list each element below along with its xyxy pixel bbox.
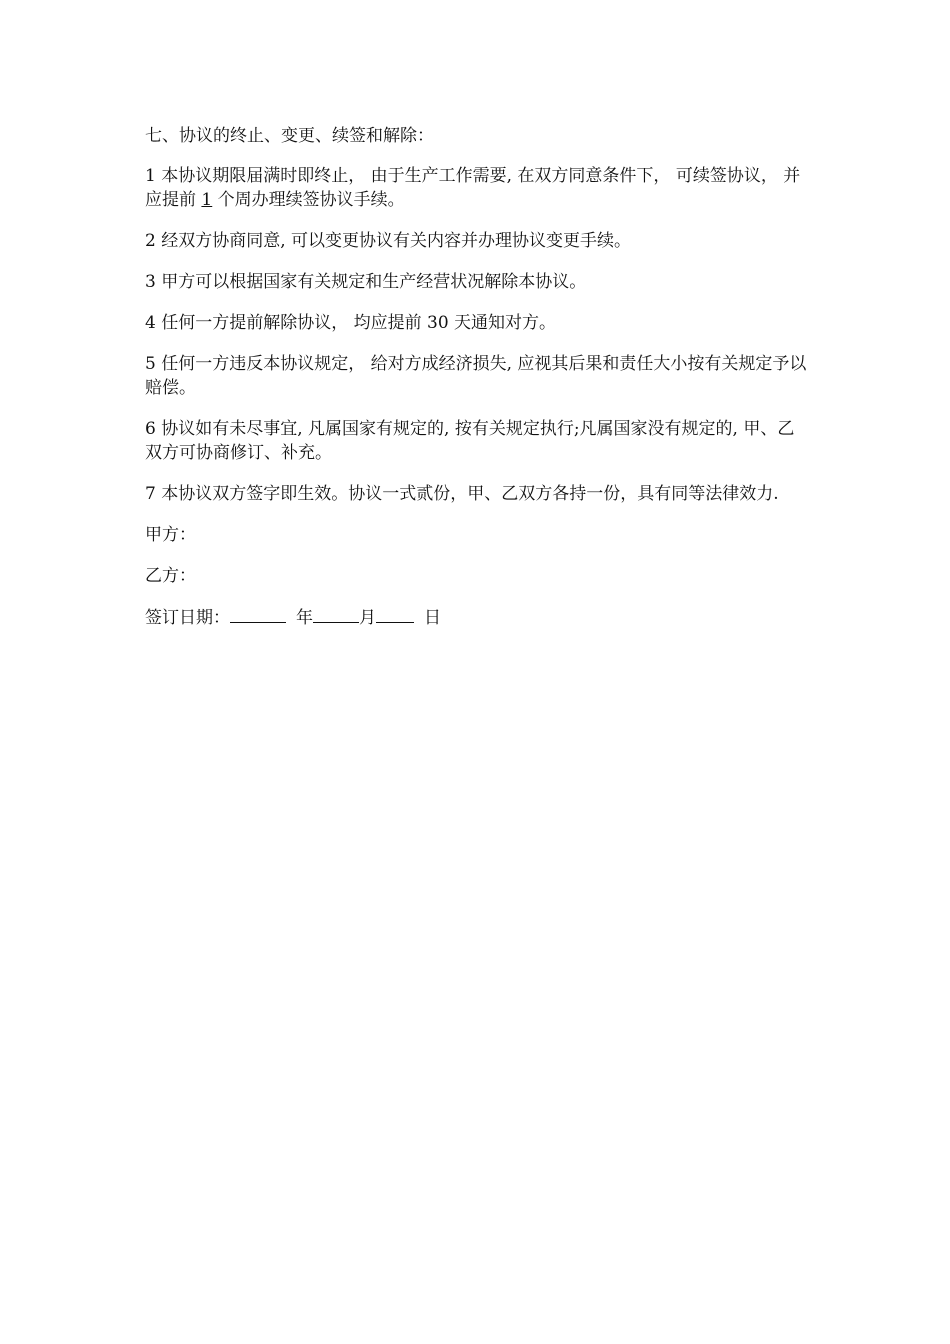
year-label: 年 [296,608,313,628]
clause-7: 7 本协议双方签字即生效。协议一式贰份，甲、乙双方各持一份，具有同等法律效力. [145,484,779,504]
day-label: 日 [424,608,441,628]
month-label: 月 [359,608,376,628]
section-heading: 七、协议的终止、变更、续签和解除： [145,126,434,146]
clause-6: 6 协议如有未尽事宜, 凡属国家有规定的, 按有关规定执行;凡属国家没有规定的, 甲、乙双方可协商修订、补充。 [145,419,795,463]
clause-4: 4 任何一方提前解除协议， 均应提前 30 天通知对方。 [145,313,557,333]
clause-1-weeks-value: 1 [201,190,213,210]
year-blank [230,605,286,623]
signing-date-line [145,605,810,630]
clause-1-text-before: 1 本协议期限届满时即终止， 由于生产工作需要, 在双方同意条件下， 可续签协议， 并应提前 [145,166,801,210]
clause-1 [145,164,810,212]
month-blank [313,605,359,623]
clause-2: 2 经双方协商同意, 可以变更协议有关内容并办理协议变更手续。 [145,231,632,251]
signing-date-label: 签订日期： [145,608,230,628]
day-blank [376,605,414,623]
party-b-signature-label: 乙方： [145,566,196,586]
clause-3: 3 甲方可以根据国家有关规定和生产经营状况解除本协议。 [145,272,587,292]
party-a-signature-label: 甲方： [145,525,196,545]
clause-1-text-after: 个周办理续签协议手续。 [212,190,405,210]
clause-5: 5 任何一方违反本协议规定， 给对方成经济损失, 应视其后果和责任大小按有关规定予以赔偿。 [145,354,807,398]
agreement-section [145,124,810,647]
